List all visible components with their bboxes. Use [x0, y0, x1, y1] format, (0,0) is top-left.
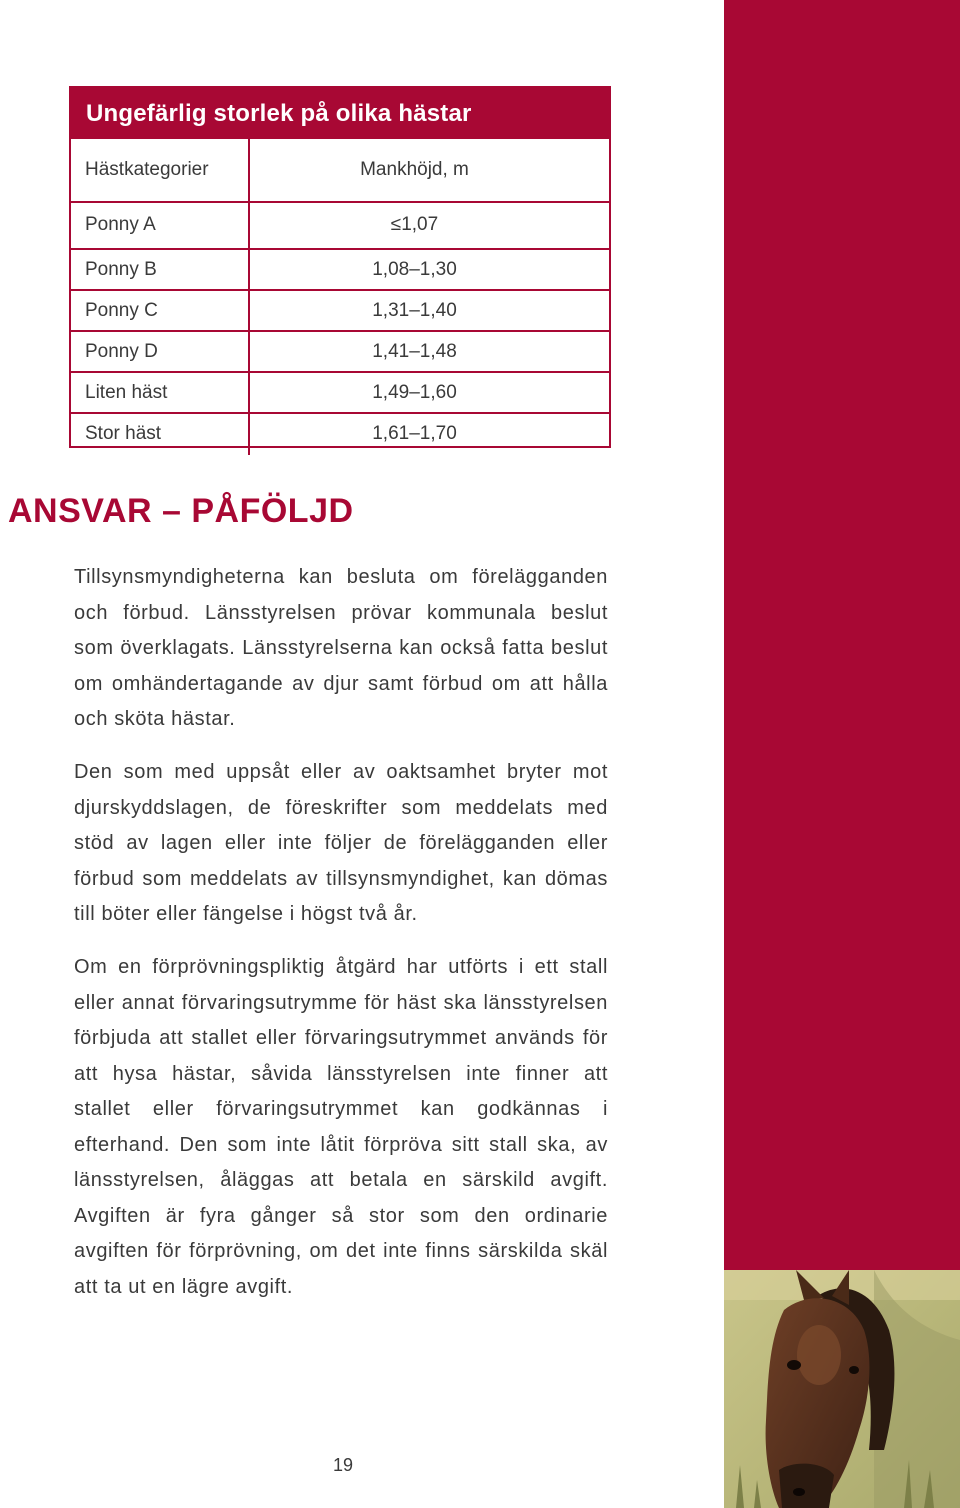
horse-photo [724, 1270, 960, 1508]
table-row [71, 203, 609, 250]
row-value: 1,41–1,48 [372, 341, 457, 362]
paragraph-preapproval: Om en förprövningspliktig åtgärd har utförts i ett stall eller annat förvaringsutrymme för häst ska länsstyrelsen förbjuda att stallet eller förvaringsutrymmet används för att hysa hästar, såvida länsstyrelsen inte finner att stallet eller förvaringsutrymmet kan godkännas i efterhand. Den som inte låtit förpröva sitt stall ska, av länsstyrelsen, åläggas att betala en särskild avgift. Avgiften är fyra gånger så stor som den ordinarie avgiften för förprövning, om det inte finns särskilda skäl att ta ut en lägre avgift. [74, 956, 608, 1298]
horse-size-table [69, 86, 611, 448]
row-category: Liten häst [71, 373, 250, 412]
table-header-row [71, 139, 609, 203]
row-category: Ponny A [71, 203, 250, 248]
section-heading: ANSVAR – PÅFÖLJD [8, 492, 354, 530]
header-value: Mankhöjd, m [360, 159, 469, 180]
row-value: 1,49–1,60 [372, 382, 457, 403]
row-value: ≤1,07 [390, 214, 439, 235]
table-row [71, 373, 609, 414]
header-category: Hästkategorier [71, 139, 250, 201]
paragraph-penalty: Den som med uppsåt eller av oaktsamhet bryter mot djurskyddslagen, de föreskrifter som meddelats med stöd av lagen eller inte följer de förelägganden eller förbud som meddelats av tillsynsmyndighet, kan dömas till böter eller fängelse i högst två år. [74, 761, 608, 925]
row-category: Ponny C [71, 291, 250, 330]
table-row [71, 414, 609, 455]
paragraph-supervision: Tillsynsmyndigheterna kan besluta om förelägganden och förbud. Länsstyrelsen prövar kommunala beslut som överklagats. Länsstyrelserna kan också fatta beslut om omhändertagande av djur samt förbud om att hålla och sköta hästar. [74, 566, 608, 730]
row-category: Ponny D [71, 332, 250, 371]
row-value: 1,31–1,40 [372, 300, 457, 321]
row-category: Stor häst [71, 414, 250, 455]
table-row [71, 250, 609, 291]
row-category: Ponny B [71, 250, 250, 289]
table-title: Ungefärlig storlek på olika hästar [71, 88, 609, 139]
row-value: 1,61–1,70 [372, 423, 457, 444]
row-value: 1,08–1,30 [372, 259, 457, 280]
page-number: 19 [333, 1455, 354, 1475]
table-row [71, 291, 609, 332]
table-row [71, 332, 609, 373]
side-color-band [724, 0, 960, 1270]
